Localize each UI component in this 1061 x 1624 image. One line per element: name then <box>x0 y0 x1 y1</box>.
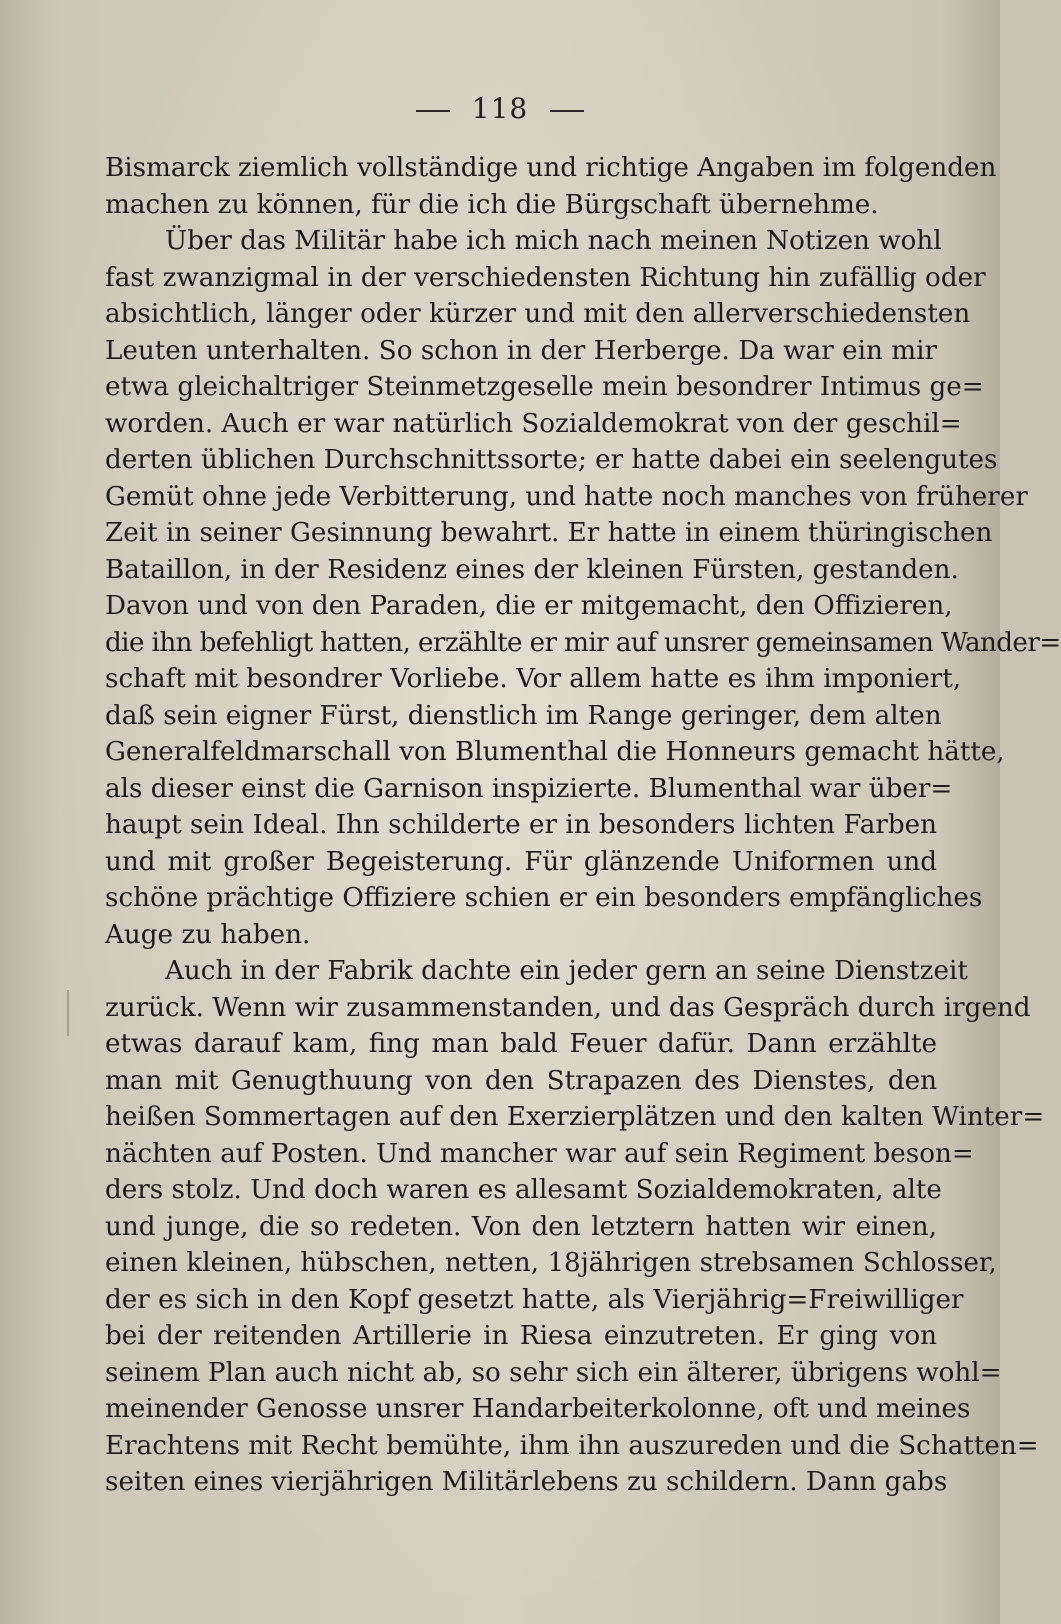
page-number: 118 <box>471 92 529 125</box>
text-line: zurück. Wenn wir zusammenstanden, und das Gespräch durch irgend <box>105 992 1031 1023</box>
text-line: ders stolz. Und doch waren es allesamt Sozialdemokraten, alte <box>105 1175 942 1205</box>
text-line: nächten auf Posten. Und mancher war auf sein Regiment beson= <box>105 1138 974 1169</box>
paragraph-start-line: Auch in der Fabrik dachte ein jeder gern an seine Dienstzeit <box>165 956 968 986</box>
text-line: worden. Auch er war natürlich Sozialdemokrat von der geschil= <box>105 408 962 439</box>
text-line: Erachtens mit Recht bemühte, ihm ihn auszureden und die Schatten= <box>105 1430 1039 1461</box>
text-line: Davon und von den Paraden, die er mitgemacht, den Offizieren, <box>105 591 953 621</box>
text-line: schöne prächtige Offiziere schien er ein besonders empfängliches <box>105 883 983 913</box>
text-line: heißen Sommertagen auf den Exerzierplätzen und den kalten Winter= <box>105 1102 1045 1132</box>
margin-pencil-mark <box>67 990 69 1036</box>
text-line: und mit großer Begeisterung. Für glänzende Uniformen und <box>105 846 937 877</box>
text-line: schaft mit besondrer Vorliebe. Vor allem hatte es ihm imponiert, <box>105 664 962 694</box>
text-line: bei der reitenden Artillerie in Riesa einzutreten. Er ging von <box>105 1321 937 1351</box>
text-line: daß sein eigner Fürst, dienstlich im Range geringer, dem alten <box>105 700 942 731</box>
text-line: absichtlich, länger oder kürzer und mit den allerverschiedensten <box>105 299 971 329</box>
text-line: als dieser einst die Garnison inspizierte. Blumenthal war über= <box>105 773 953 804</box>
paragraph-start-line: Über das Militär habe ich mich nach meinen Notizen wohl <box>165 226 942 256</box>
header-dash-right <box>550 110 584 112</box>
text-line: machen zu können, für die ich die Bürgschaft übernehme. <box>105 189 879 220</box>
text-line: man mit Genugthuung von den Strapazen des Dienstes, den <box>105 1065 937 1096</box>
text-line: der es sich in den Kopf gesetzt hatte, als Vierjährig=Freiwilliger <box>105 1284 964 1315</box>
text-line: Auge zu haben. <box>105 919 311 950</box>
text-line: einen kleinen, hübschen, netten, 18jährigen strebsamen Schlosser, <box>105 1248 997 1278</box>
text-line: meinender Genosse unsrer Handarbeiterkolonne, oft und meines <box>105 1394 971 1424</box>
text-line: etwa gleichaltriger Steinmetzgeselle mein besondrer Intimus ge= <box>105 372 984 402</box>
text-line: die ihn befehligt hatten, erzählte er mir auf unsrer gemeinsamen Wander= <box>105 627 1061 658</box>
body-text <box>105 150 1061 1501</box>
text-line: Leuten unterhalten. So schon in der Herberge. Da war ein mir <box>105 335 937 366</box>
text-line: Bismarck ziemlich vollständige und richtige Angaben im folgenden <box>105 153 997 183</box>
header-dash-left <box>416 110 450 112</box>
text-line: fast zwanzigmal in der verschiedensten Richtung hin zufällig oder <box>105 262 986 293</box>
text-line: etwas darauf kam, fing man bald Feuer dafür. Dann erzählte <box>105 1029 937 1059</box>
text-line: seinem Plan auch nicht ab, so sehr sich ein älterer, übrigens wohl= <box>105 1357 1002 1388</box>
text-line: seiten eines vierjährigen Militärlebens zu schildern. Dann gabs <box>105 1467 948 1497</box>
text-line: Generalfeldmarschall von Blumenthal die Honneurs gemacht hätte, <box>105 737 1005 767</box>
text-line: Zeit in seiner Gesinnung bewahrt. Er hatte in einem thüringischen <box>105 518 993 548</box>
page-header <box>0 92 1000 125</box>
text-line: haupt sein Ideal. Ihn schilderte er in besonders lichten Farben <box>105 810 937 840</box>
text-line: und junge, die so redeten. Von den letztern hatten wir einen, <box>105 1211 937 1242</box>
text-line: Bataillon, in der Residenz eines der kleinen Fürsten, gestanden. <box>105 554 959 585</box>
text-line: derten üblichen Durchschnittssorte; er hatte dabei ein seelengutes <box>105 445 998 475</box>
text-line: Gemüt ohne jede Verbitterung, und hatte noch manches von früherer <box>105 481 1028 512</box>
